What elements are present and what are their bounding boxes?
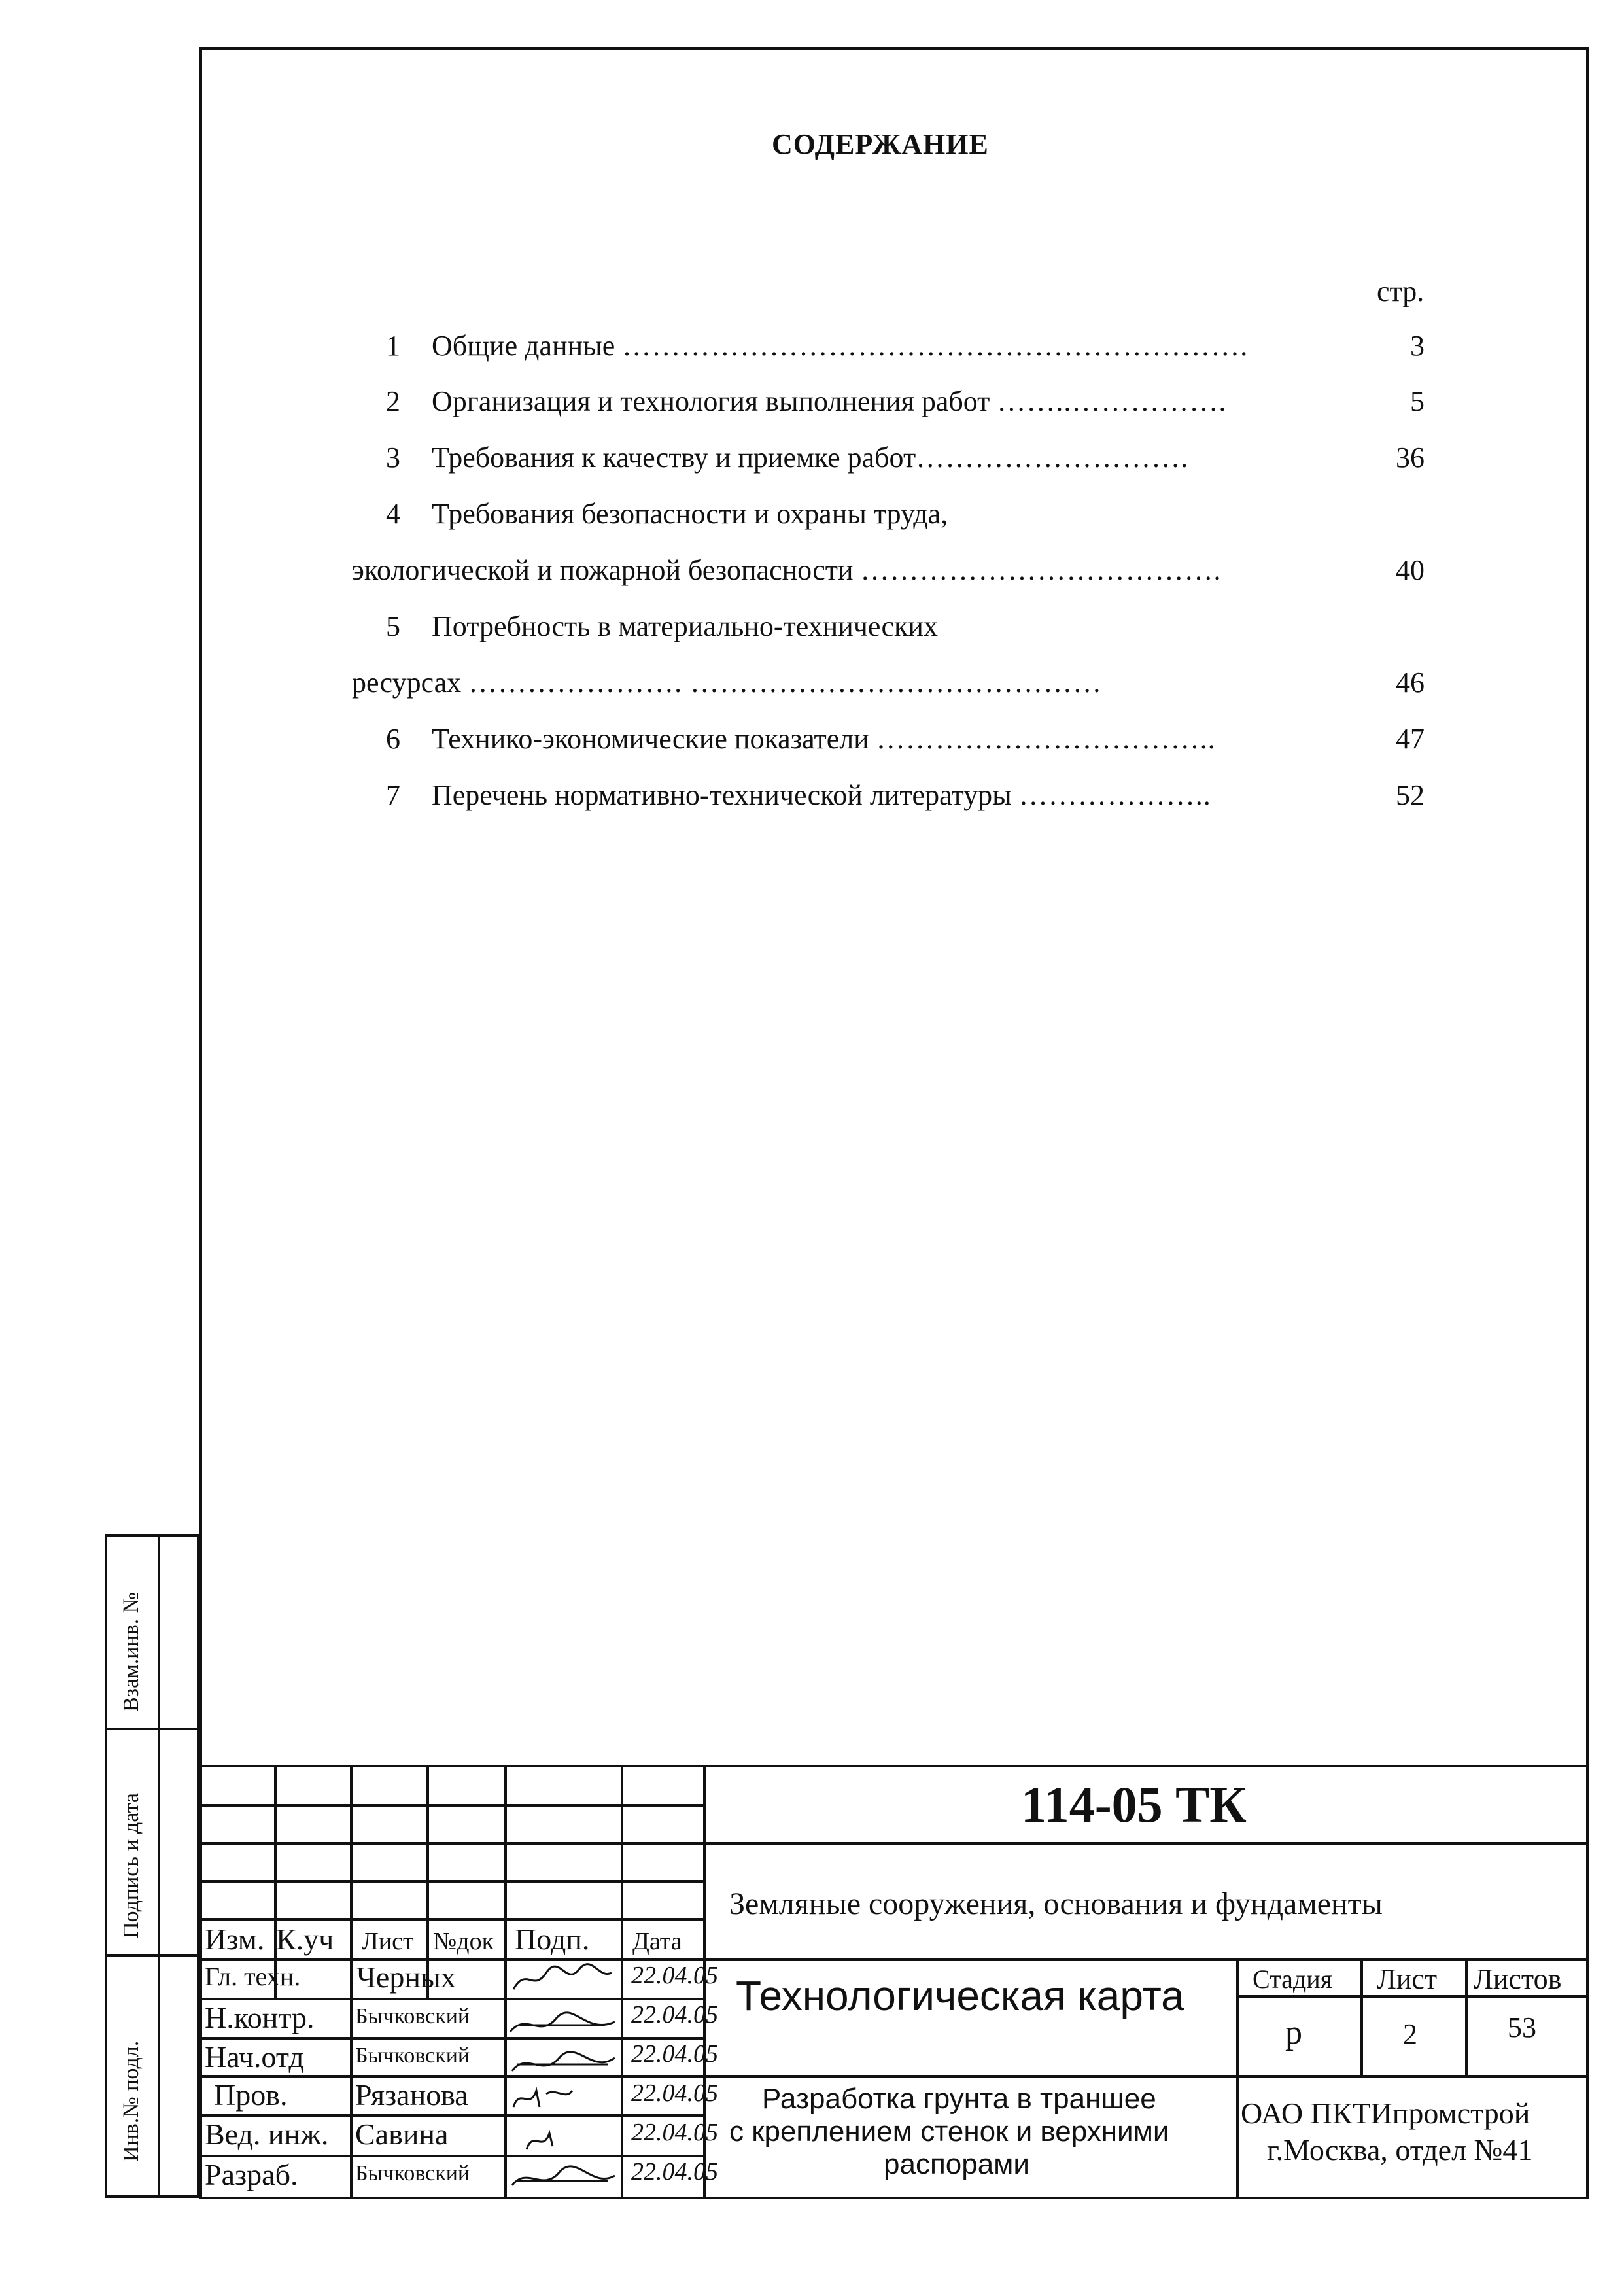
date-chief-tech: 22.04.05 (631, 1962, 718, 1989)
toc-page-number: 46 (1396, 667, 1425, 699)
title-block (199, 1765, 1589, 2199)
toc-page-number: 47 (1396, 723, 1425, 755)
organization-department: г.Москва, отдел №41 (1267, 2133, 1533, 2166)
role-lead-engineer: Вед. инж. (205, 2117, 329, 2151)
side-cell-value (158, 1728, 199, 1957)
toc-item-continuation[interactable]: ресурсах …………………. …………………………………… (352, 667, 1103, 699)
toc-item[interactable]: 7 Перечень нормативно-технической литературы ……………….. (386, 779, 1211, 811)
toc-item[interactable]: 5 Потребность в материально-технических (386, 610, 938, 642)
page-title: СОДЕРЖАНИЕ (772, 128, 989, 160)
section-title: Земляные сооружения, основания и фундаменты (729, 1887, 1383, 1921)
page-column-label: стр. (1377, 275, 1425, 307)
sheets-value: 53 (1508, 2011, 1536, 2044)
header-count: К.уч (276, 1922, 334, 1956)
date-checker: 22.04.05 (631, 2079, 718, 2107)
date-dept-head: 22.04.05 (631, 2040, 718, 2068)
toc-page-number: 3 (1410, 330, 1425, 362)
signatures-graphic (507, 1960, 618, 2195)
name-norm-control: Бычковский (355, 2004, 470, 2028)
name-checker: Рязанова (355, 2078, 468, 2112)
name-lead-engineer: Савина (355, 2117, 449, 2151)
role-dept-head: Нач.отд (205, 2040, 304, 2074)
toc-page-number: 40 (1396, 554, 1425, 586)
side-cell-value (158, 1954, 199, 2198)
role-checker: Пров. (214, 2078, 288, 2112)
role-chief-tech: Гл. техн. (205, 1962, 301, 1991)
document-title-line-2: с креплением стенок и верхними (729, 2115, 1169, 2148)
sheets-label: Листов (1474, 1963, 1562, 1995)
role-norm-control: Н.контр. (205, 2001, 315, 2034)
toc-item[interactable]: 4 Требования безопасности и охраны труда, (386, 498, 948, 530)
header-change: Изм. (205, 1922, 265, 1956)
name-developer: Бычковский (355, 2161, 470, 2185)
name-chief-tech: Черных (356, 1960, 456, 1994)
organization-name: ОАО ПКТИпромстрой (1241, 2096, 1530, 2130)
stage-label: Стадия (1253, 1964, 1333, 1994)
date-developer: 22.04.05 (631, 2158, 718, 2185)
side-cell-value (158, 1534, 199, 1730)
toc-item[interactable]: 2 Организация и технология выполнения работ ……..……………. (386, 385, 1227, 417)
document-code: 114-05 ТК (1021, 1776, 1247, 1833)
header-sheet: Лист (362, 1928, 414, 1955)
toc-item[interactable]: 3 Требования к качеству и приемке работ………………………. (386, 442, 1189, 474)
toc-item[interactable]: 1 Общие данные ………………………………………………………. (386, 330, 1249, 362)
signature-date-label: Подпись и дата (119, 1793, 143, 1938)
toc-page-number: 52 (1396, 779, 1425, 811)
document-title-line-3: распорами (884, 2148, 1030, 2180)
original-inventory-label: Инв.№ подл. (119, 2040, 143, 2162)
document-type: Технологическая карта (736, 1972, 1184, 2019)
date-norm-control: 22.04.05 (631, 2001, 718, 2028)
document-title-line-1: Разработка грунта в траншее (762, 2083, 1156, 2115)
header-date: Дата (632, 1928, 682, 1955)
sheet-label: Лист (1377, 1963, 1438, 1995)
sheet-value: 2 (1403, 2018, 1417, 2050)
toc-page-number: 36 (1396, 442, 1425, 474)
date-lead-engineer: 22.04.05 (631, 2119, 718, 2146)
toc-item-continuation[interactable]: экологической и пожарной безопасности ………………………………. (352, 554, 1222, 586)
stage-value: р (1285, 2014, 1302, 2051)
toc-page-number: 5 (1410, 385, 1425, 417)
toc-item[interactable]: 6 Технико-экономические показатели …………………………….. (386, 723, 1216, 755)
header-doc-number: №док (433, 1928, 494, 1955)
header-signature: Подп. (515, 1922, 590, 1956)
substitute-inventory-label: Взам.инв. № (119, 1592, 143, 1712)
side-stamp (105, 1534, 199, 2198)
name-dept-head: Бычковский (355, 2044, 470, 2068)
role-developer: Разраб. (205, 2158, 298, 2191)
